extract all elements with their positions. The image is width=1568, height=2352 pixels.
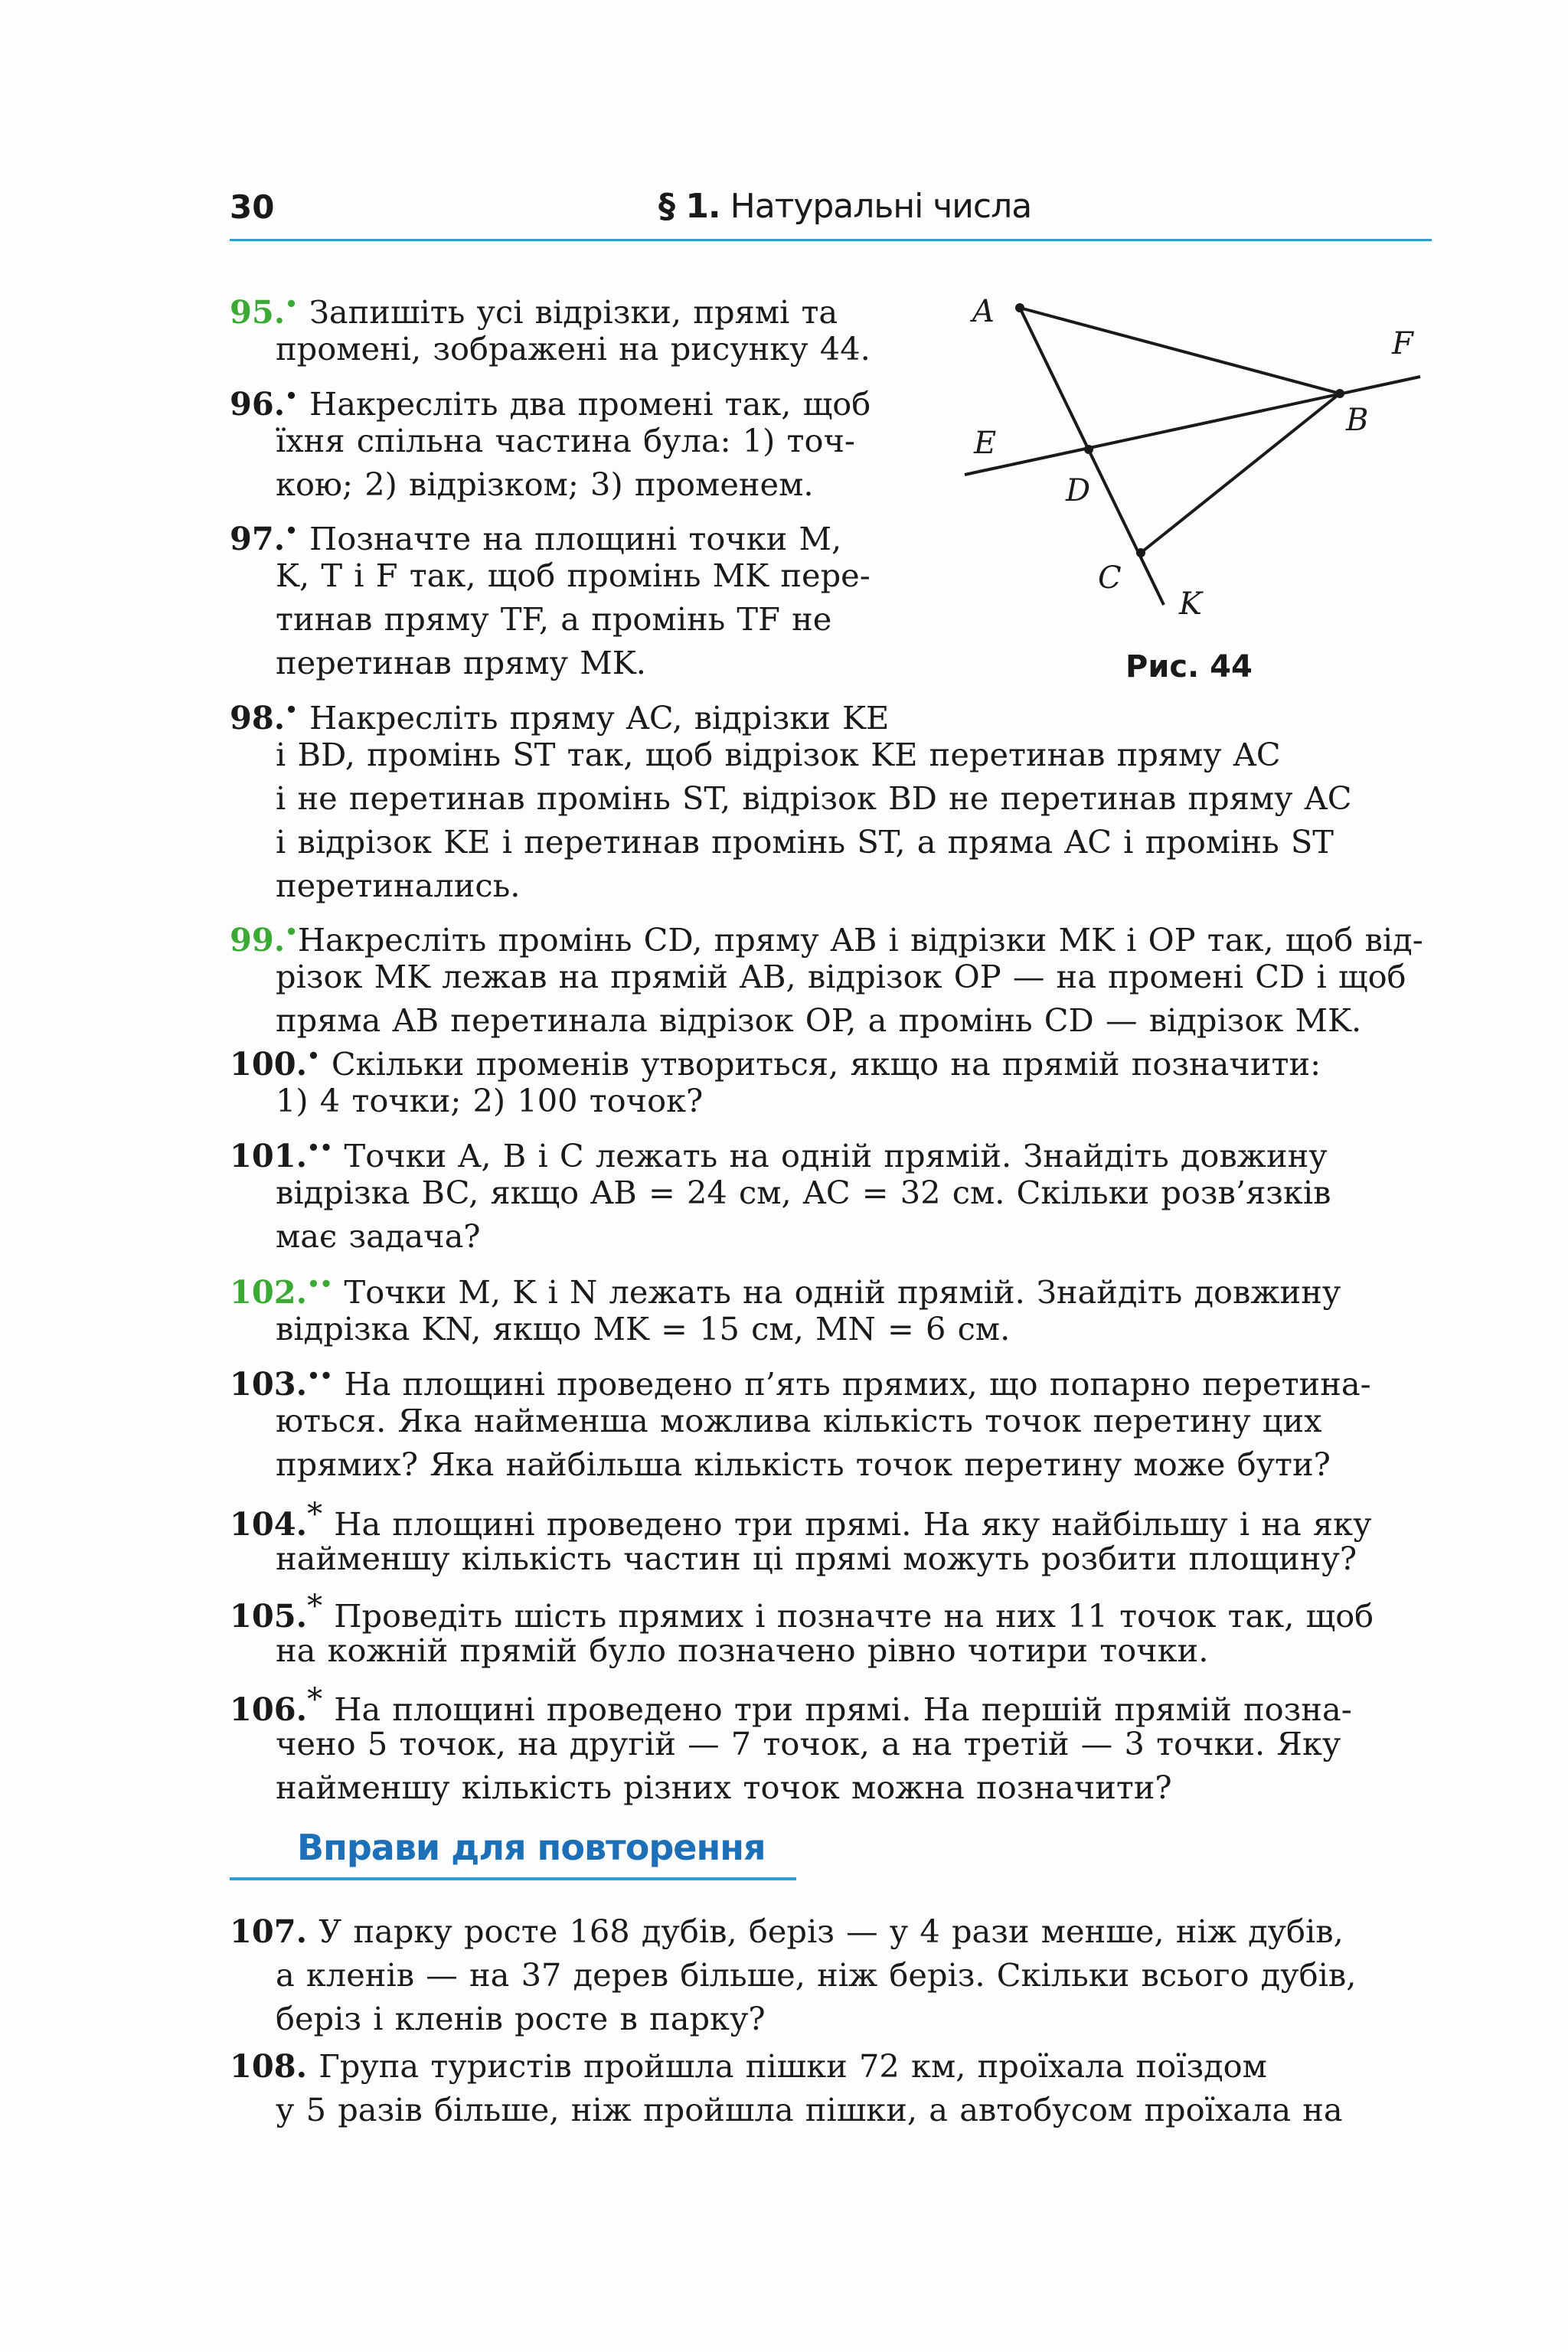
exercise-number: 105. (230, 1597, 308, 1635)
exercise-text-line: Позначте на площині точки M, (309, 520, 842, 557)
exercise-96 (230, 375, 919, 506)
exercise-text-line: На площині проведено три прямі. На першій прямій позна- (334, 1690, 1352, 1728)
exercise-107 (230, 1909, 1432, 2040)
difficulty-mark: • (285, 385, 298, 408)
segment-ab (1020, 308, 1340, 394)
exercise-number: 106. (230, 1690, 308, 1728)
exercise-number: 103. (230, 1365, 308, 1403)
label-a: A (972, 294, 995, 329)
difficulty-mark: • (285, 921, 298, 944)
segment-bc (1141, 394, 1340, 553)
label-d: D (1066, 473, 1091, 508)
geometry-figure-44 (949, 283, 1439, 643)
exercise-text-line: Точки A, B і C лежать на одній прямій. Знайдіть довжину (344, 1137, 1328, 1174)
exercise-text-line: Група туристів пройшла пішки 72 км, проїхала поїздом (318, 2047, 1267, 2085)
exercise-104 (230, 1493, 1432, 1580)
exercise-text-line: відрізка KN, якщо MK = 15 см, MN = 6 см. (276, 1310, 1011, 1348)
exercise-text-line: На площині проведено три прямі. На яку найбільшу і на яку (334, 1505, 1372, 1543)
exercise-text-line: і не перетинав промінь ST, відрізок BD не перетинав пряму AC (276, 779, 1352, 817)
exercise-number: 101. (230, 1137, 308, 1174)
difficulty-mark: * (307, 1589, 323, 1624)
difficulty-mark: • (285, 293, 298, 316)
section-title (658, 187, 1031, 226)
exercise-text-line: Скільки променів утвориться, якщо на прямій позначити: (331, 1045, 1321, 1083)
exercise-number: 99. (230, 921, 286, 959)
exercise-text-line: Запишіть усі відрізки, прямі та (309, 293, 838, 331)
exercise-text-line: Накресліть два промені так, щоб (309, 385, 871, 423)
exercise-text-line: а кленів — на 37 дерев більше, ніж беріз. Скільки всього дубів, (276, 1956, 1357, 1994)
exercise-text-line: чено 5 точок, на другій — 7 точок, а на третій — 3 точки. Яку (276, 1725, 1341, 1762)
label-k: K (1179, 586, 1202, 622)
exercise-text-line: різок MK лежав на прямій AB, відрізок OP — на промені CD і щоб (276, 958, 1406, 995)
difficulty-mark: • (285, 699, 298, 722)
exercise-text-line: пряма AB перетинала відрізок OP, а промінь CD — відрізок MK. (276, 1001, 1362, 1039)
exercise-98 (230, 689, 1432, 907)
exercise-text-line: прямих? Яка найбільша кількість точок перетину може бути? (276, 1446, 1331, 1483)
exercise-102 (230, 1263, 1432, 1351)
exercise-text-line: Накресліть промінь CD, пряму AB і відрізки MK і OP так, щоб від- (297, 921, 1423, 959)
difficulty-mark: • (285, 520, 298, 543)
exercise-number: 102. (230, 1273, 308, 1311)
exercise-101 (230, 1127, 1432, 1258)
figure-caption: Рис. 44 (1125, 649, 1253, 684)
exercise-text-line: У парку росте 168 дубів, беріз — у 4 рази менше, ніж дубів, (318, 1913, 1344, 1950)
exercise-text-line: найменшу кількість різних точок можна позначити? (276, 1769, 1172, 1806)
difficulty-mark: •• (307, 1365, 333, 1388)
exercise-number: 96. (230, 385, 286, 423)
difficulty-mark: •• (307, 1137, 333, 1160)
label-b: B (1346, 403, 1369, 438)
exercise-103 (230, 1355, 1432, 1486)
exercise-text-line: і BD, промінь ST так, щоб відрізок KE перетинав пряму AC (276, 736, 1281, 773)
point-a (1015, 303, 1024, 312)
section-name: Натуральні числа (730, 187, 1032, 226)
point-c (1136, 548, 1145, 557)
exercise-99 (230, 911, 1432, 1042)
exercise-95 (230, 283, 919, 371)
exercise-number: 98. (230, 699, 286, 737)
ray-ak (1020, 308, 1164, 605)
exercise-number: 107. (230, 1913, 308, 1950)
page-number: 30 (230, 188, 275, 226)
label-c: C (1098, 560, 1122, 596)
difficulty-mark: • (307, 1045, 320, 1068)
exercise-text-line: перетинав пряму MK. (276, 644, 646, 681)
exercise-text-line: Точки M, K і N лежать на одній прямій. Знайдіть довжину (344, 1273, 1341, 1311)
exercise-number: 100. (230, 1045, 308, 1083)
point-b (1335, 389, 1344, 398)
point-d (1084, 445, 1093, 454)
exercise-text-line: і відрізок KE і перетинав промінь ST, а пряма AC і промінь ST (276, 823, 1334, 861)
exercise-text-line: Накресліть пряму AC, відрізки KE (309, 699, 890, 737)
section-mark: § 1. (658, 187, 720, 226)
exercise-100 (230, 1035, 1432, 1122)
exercise-108 (230, 2044, 1432, 2132)
difficulty-mark: * (307, 1682, 323, 1717)
exercise-text-line: беріз і кленів росте в парку? (276, 2000, 766, 2037)
exercise-text-line: K, T і F так, щоб промінь MK пере- (276, 557, 871, 594)
exercise-text-line: відрізка BC, якщо AB = 24 см, AC = 32 см. Скільки розв’язків (276, 1174, 1331, 1211)
repeat-exercises-heading (230, 1816, 796, 1880)
exercise-text-line: їхня спільна частина була: 1) точ- (276, 422, 855, 459)
exercise-text-line: у 5 разів більше, ніж пройшла пішки, а автобусом проїхала на (276, 2091, 1343, 2128)
exercise-text-line: кою; 2) відрізком; 3) променем. (276, 466, 814, 503)
exercise-number: 104. (230, 1505, 308, 1543)
page-header (230, 181, 1432, 241)
repeat-exercises-heading-text: Вправи для повторення (297, 1827, 766, 1868)
exercise-text-line: має задача? (276, 1217, 481, 1255)
label-e: E (974, 426, 997, 461)
label-f: F (1392, 326, 1413, 361)
exercise-105 (230, 1585, 1432, 1672)
difficulty-mark: •• (307, 1273, 333, 1296)
exercise-text-line: промені, зображені на рисунку 44. (276, 330, 871, 368)
exercise-number: 108. (230, 2047, 308, 2085)
exercise-text-line: 1) 4 точки; 2) 100 точок? (276, 1082, 704, 1119)
exercise-text-line: Проведіть шість прямих і позначте на них 11 точок так, щоб (334, 1597, 1374, 1635)
exercise-number: 97. (230, 520, 286, 557)
exercise-text-line: найменшу кількість частин ці прямі можуть розбити площину? (276, 1540, 1357, 1577)
exercise-106 (230, 1678, 1432, 1809)
exercise-text-line: ються. Яка найменша можлива кількість точок перетину цих (276, 1402, 1322, 1439)
exercise-number: 95. (230, 293, 286, 331)
exercise-text-line: тинав пряму TF, а промінь TF не (276, 600, 832, 638)
exercise-text-line: на кожній прямій було позначено рівно чотири точки. (276, 1632, 1209, 1669)
difficulty-mark: * (307, 1497, 323, 1532)
exercise-97 (230, 510, 919, 684)
exercise-text-line: На площині проведено п’ять прямих, що попарно перетина- (344, 1365, 1371, 1403)
exercise-text-line: перетинались. (276, 867, 521, 904)
